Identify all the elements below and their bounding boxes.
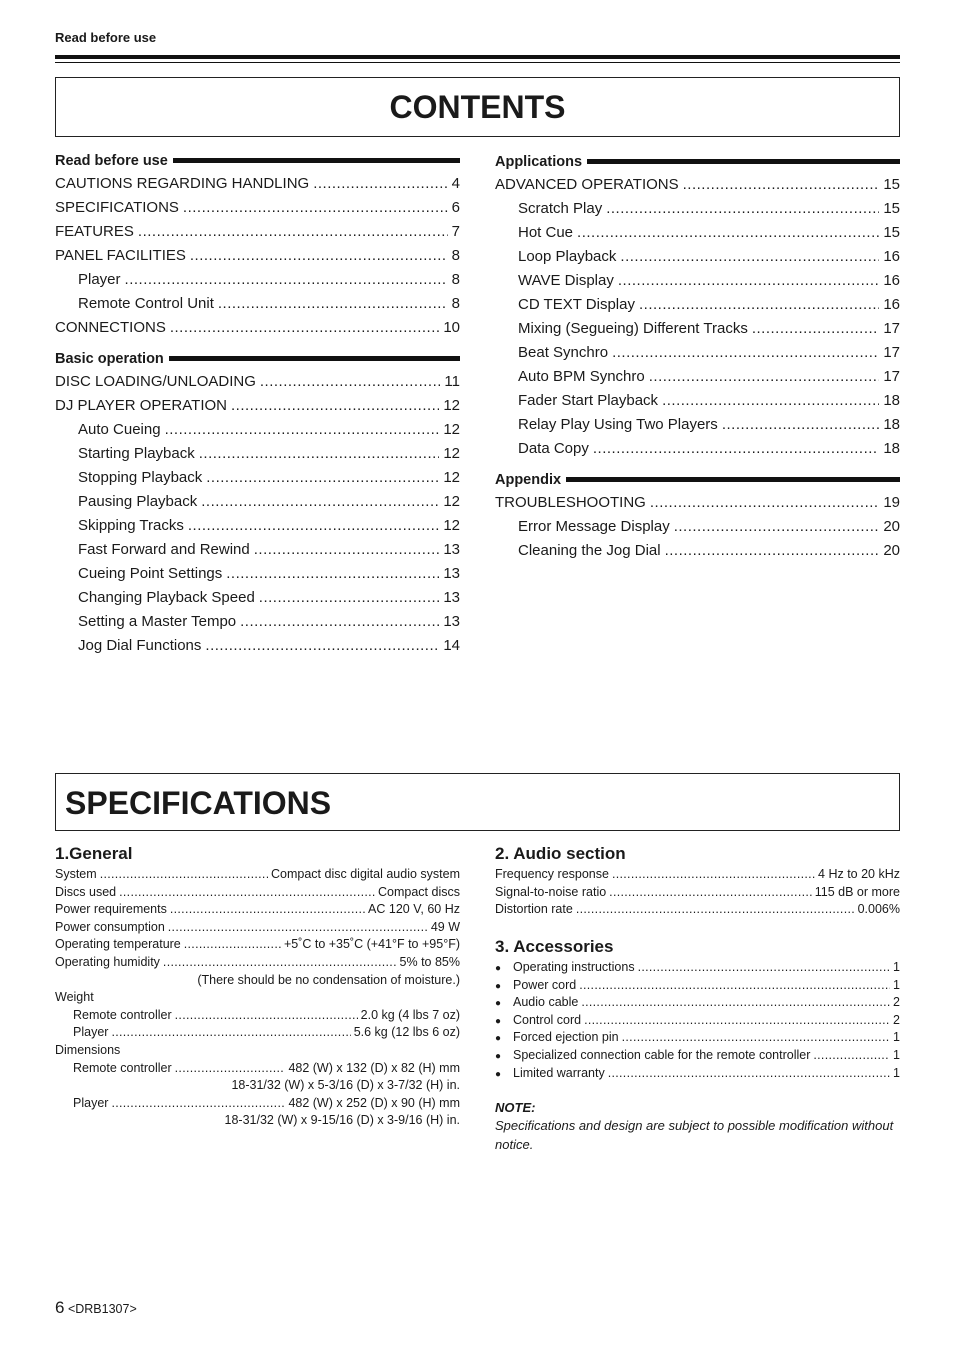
toc-entry-label: Auto BPM Synchro xyxy=(518,368,645,385)
toc-entry-label: Starting Playback xyxy=(78,445,195,462)
toc-entry-page: 16 xyxy=(883,296,900,313)
contents-title: CONTENTS xyxy=(55,77,900,137)
leader-dots xyxy=(612,866,815,884)
leader-dots xyxy=(649,365,880,389)
spec-row xyxy=(55,919,460,937)
dim-remote-row: Remote controller ..... 482 (W) x 132 (D) x 82 (H) mm xyxy=(55,1060,460,1078)
bullet-icon: ● xyxy=(495,963,502,974)
leader-dots xyxy=(581,994,890,1012)
bullet-icon: ● xyxy=(495,1033,502,1045)
leader-dots xyxy=(620,245,879,269)
toc-entry[interactable] xyxy=(495,293,900,317)
toc-entry[interactable] xyxy=(55,244,460,268)
toc-entry-page: 12 xyxy=(443,493,460,510)
leader-dots xyxy=(576,901,855,919)
toc-section-title: Basic operation xyxy=(55,350,164,367)
spec-label: Operating humidity xyxy=(55,954,160,969)
section-rule xyxy=(587,159,900,164)
toc-entry-label: Mixing (Segueing) Different Tracks xyxy=(518,320,748,337)
spec-label: System xyxy=(55,867,97,881)
toc-entry-label: WAVE Display xyxy=(518,272,614,289)
leader-dots xyxy=(259,586,440,610)
toc-entry-label: ADVANCED OPERATIONS xyxy=(495,176,679,193)
leader-dots xyxy=(190,244,448,268)
accessory-label: Audio cable xyxy=(513,995,579,1010)
leader-dots xyxy=(683,173,880,197)
leader-dots xyxy=(125,268,448,292)
running-header: Read before use xyxy=(55,30,157,45)
accessory-label: Control cord xyxy=(513,1012,582,1027)
leader-dots xyxy=(231,394,439,418)
spec-row xyxy=(55,1024,460,1042)
accessory-item xyxy=(495,1029,900,1047)
toc-entry-label: Remote Control Unit xyxy=(78,295,214,312)
toc-entry-label: Auto Cueing xyxy=(78,421,161,438)
toc-entry[interactable] xyxy=(495,437,900,461)
spec-value: +5˚C to +35˚C (+41°F to +95°F) xyxy=(283,937,460,952)
accessory-item xyxy=(495,977,900,995)
toc-entry-page: 18 xyxy=(883,416,900,433)
spec-value: 115 dB or more xyxy=(814,884,900,899)
leader-dots xyxy=(639,293,879,317)
accessory-item xyxy=(495,1047,900,1065)
spec-value: 2.0 kg (4 lbs 7 oz) xyxy=(360,1007,460,1022)
toc-entry-page: 18 xyxy=(883,440,900,457)
toc-entry-page: 12 xyxy=(443,517,460,534)
toc-section-title: Appendix xyxy=(495,471,562,488)
toc-entry-page: 14 xyxy=(443,637,460,654)
leader-dots xyxy=(813,1047,890,1065)
toc-section-heading xyxy=(55,349,460,368)
accessory-qty: 1 xyxy=(893,1030,900,1045)
spec-row xyxy=(55,884,460,902)
toc-entry-page: 4 xyxy=(451,175,460,192)
toc-entry-page: 8 xyxy=(451,295,460,312)
toc-entry-label: Pausing Playback xyxy=(78,493,198,510)
toc-entry-label: Loop Playback xyxy=(518,248,617,265)
dimensions-label: Dimensions xyxy=(55,1042,121,1057)
leader-dots xyxy=(622,1029,890,1047)
toc-entry-label: CAUTIONS REGARDING HANDLING xyxy=(55,175,310,192)
leader-dots xyxy=(119,884,375,902)
spec-value: Compact disc digital audio system xyxy=(271,867,460,881)
toc-entry-label: DISC LOADING/UNLOADING xyxy=(55,373,256,390)
toc-entry-page: 16 xyxy=(883,248,900,265)
leader-dots xyxy=(593,437,879,461)
toc-entry-page: 7 xyxy=(451,223,460,240)
toc-entry[interactable] xyxy=(55,466,460,490)
toc-entry[interactable] xyxy=(495,341,900,365)
accessory-label: Limited warranty xyxy=(513,1065,605,1080)
spec-label: Distortion rate xyxy=(495,902,573,917)
leader-dots xyxy=(579,977,890,995)
toc-entry[interactable] xyxy=(55,418,460,442)
spec-label: Power requirements xyxy=(55,902,167,917)
toc-entry-page: 6 xyxy=(451,199,460,216)
bullet-icon: ● xyxy=(495,998,502,1010)
toc-entry-page: 18 xyxy=(883,392,900,409)
toc-entry[interactable] xyxy=(55,316,460,340)
toc-section-heading xyxy=(495,152,900,171)
specifications-title: SPECIFICATIONS xyxy=(55,773,900,831)
leader-dots xyxy=(138,220,448,244)
general-heading: 1.General xyxy=(55,844,133,863)
general-specs xyxy=(55,843,460,1130)
toc-entry-label: CONNECTIONS xyxy=(55,319,166,336)
leader-dots xyxy=(163,954,397,972)
page-footer xyxy=(55,1298,137,1318)
leader-dots xyxy=(584,1012,890,1030)
leader-dots xyxy=(260,370,441,394)
accessory-qty: 2 xyxy=(893,1012,900,1027)
spec-value: Compact discs xyxy=(378,884,460,899)
leader-dots xyxy=(665,539,880,563)
toc-entry[interactable] xyxy=(55,268,460,292)
toc-entry[interactable] xyxy=(55,610,460,634)
toc-entry[interactable] xyxy=(495,491,900,515)
leader-dots xyxy=(165,418,440,442)
toc-entry-label: Fader Start Playback xyxy=(518,392,659,409)
accessory-qty: 1 xyxy=(893,960,900,974)
toc-entry-page: 13 xyxy=(443,565,460,582)
bullet-icon: ● xyxy=(495,980,502,992)
toc-entry-page: 15 xyxy=(883,176,900,193)
toc-entry[interactable] xyxy=(55,586,460,610)
header-rule-thick xyxy=(55,55,900,59)
spec-value: 0.006% xyxy=(857,902,900,917)
bullet-icon: ● xyxy=(495,1050,502,1062)
toc-entry[interactable] xyxy=(55,490,460,514)
leader-dots xyxy=(168,919,428,937)
toc-entry-label: PANEL FACILITIES xyxy=(55,247,186,264)
toc-entry[interactable] xyxy=(495,221,900,245)
leader-dots xyxy=(201,490,439,514)
toc-entry[interactable] xyxy=(55,196,460,220)
leader-dots xyxy=(254,538,440,562)
accessory-label: Forced ejection pin xyxy=(513,1030,619,1045)
toc-entry[interactable] xyxy=(495,317,900,341)
doc-code: <DRB1307> xyxy=(67,1302,137,1316)
bullet-icon: ● xyxy=(495,1068,502,1080)
leader-dots xyxy=(175,1007,358,1025)
leader-dots xyxy=(752,317,879,341)
toc-entry-label: Changing Playback Speed xyxy=(78,589,255,606)
accessory-item xyxy=(495,1065,900,1083)
accessory-item xyxy=(495,959,900,977)
toc-entry-label: Skipping Tracks xyxy=(78,517,184,534)
spec-row xyxy=(55,901,460,919)
leader-dots xyxy=(674,515,880,539)
toc-entry-page: 17 xyxy=(883,320,900,337)
toc-entry[interactable] xyxy=(495,269,900,293)
accessory-qty: 2 xyxy=(893,995,900,1010)
section-rule xyxy=(566,477,900,482)
toc-right-column xyxy=(495,152,900,563)
spec-label: Operating temperature xyxy=(55,937,181,952)
accessory-label: Specialized connection cable for the remote controller xyxy=(513,1047,811,1062)
note-text: Specifications and design are subject to possible modification without notice. xyxy=(495,1118,894,1152)
audio-specs xyxy=(495,843,900,919)
accessory-qty: 1 xyxy=(893,977,900,992)
toc-entry-label: Jog Dial Functions xyxy=(78,637,202,654)
header-rule-thin xyxy=(55,62,900,63)
toc-entry-page: 12 xyxy=(443,421,460,438)
toc-entry-page: 12 xyxy=(443,469,460,486)
toc-entry[interactable] xyxy=(55,292,460,316)
accessory-qty: 1 xyxy=(893,1047,900,1062)
toc-section-title: Applications xyxy=(495,153,583,170)
spec-row xyxy=(55,866,460,884)
dim-player-row: Player ..... 482 (W) x 252 (D) x 90 (H) mm xyxy=(55,1095,460,1113)
note-block xyxy=(495,1100,900,1154)
toc-entry-page: 20 xyxy=(883,518,900,535)
toc-entry-page: 17 xyxy=(883,368,900,385)
leader-dots xyxy=(218,292,448,316)
toc-entry-label: Data Copy xyxy=(518,440,589,457)
leader-dots xyxy=(612,341,879,365)
accessory-item xyxy=(495,994,900,1012)
spec-label: Power consumption xyxy=(55,919,165,934)
toc-entry-label: Hot Cue xyxy=(518,224,574,241)
spec-value: 5% to 85% xyxy=(399,954,460,969)
audio-heading: 2. Audio section xyxy=(495,844,626,863)
toc-entry[interactable] xyxy=(55,172,460,196)
toc-entry[interactable] xyxy=(55,442,460,466)
spec-row xyxy=(55,954,460,972)
toc-entry-page: 13 xyxy=(443,541,460,558)
toc-entry-label: DJ PLAYER OPERATION xyxy=(55,397,227,414)
toc-entry-page: 12 xyxy=(443,445,460,462)
toc-entry-label: Beat Synchro xyxy=(518,344,609,361)
toc-entry[interactable] xyxy=(495,539,900,563)
toc-entry-page: 13 xyxy=(443,613,460,630)
toc-entry[interactable] xyxy=(495,515,900,539)
toc-entry-label: Relay Play Using Two Players xyxy=(518,416,718,433)
toc-section-heading xyxy=(55,151,460,170)
spec-value: 49 W xyxy=(430,919,460,934)
toc-entry-page: 8 xyxy=(451,271,460,288)
toc-entry[interactable] xyxy=(55,220,460,244)
toc-entry[interactable] xyxy=(55,514,460,538)
toc-entry-label: Error Message Display xyxy=(518,518,670,535)
toc-entry-label: SPECIFICATIONS xyxy=(55,199,179,216)
spec-row xyxy=(495,884,900,902)
spec-row xyxy=(55,1007,460,1025)
leader-dots xyxy=(170,901,365,919)
leader-dots xyxy=(240,610,439,634)
spec-label: Signal-to-noise ratio xyxy=(495,884,607,899)
toc-entry-page: 12 xyxy=(443,397,460,414)
toc-left-column xyxy=(55,151,460,658)
toc-entry-label: Cleaning the Jog Dial xyxy=(518,542,661,559)
toc-entry[interactable] xyxy=(55,370,460,394)
leader-dots xyxy=(313,172,447,196)
weight-label: Weight xyxy=(55,990,94,1005)
toc-entry-page: 17 xyxy=(883,344,900,361)
humidity-note: (There should be no condensation of moisture.) xyxy=(197,972,460,987)
toc-section-heading xyxy=(495,470,900,489)
spec-label: Player xyxy=(73,1025,109,1040)
leader-dots xyxy=(722,413,880,437)
toc-entry[interactable] xyxy=(495,365,900,389)
toc-entry[interactable] xyxy=(495,173,900,197)
toc-entry-label: Cueing Point Settings xyxy=(78,565,223,582)
toc-entry[interactable] xyxy=(495,197,900,221)
toc-entry-label: Scratch Play xyxy=(518,200,603,217)
leader-dots xyxy=(638,959,890,977)
spec-row xyxy=(495,901,900,919)
spec-row xyxy=(55,936,460,954)
spec-value: AC 120 V, 60 Hz xyxy=(368,902,460,917)
leader-dots xyxy=(170,316,439,340)
toc-entry[interactable] xyxy=(495,413,900,437)
leader-dots xyxy=(650,491,879,515)
section-rule xyxy=(169,356,460,361)
section-rule xyxy=(173,158,460,163)
spec-label: Frequency response xyxy=(495,867,609,881)
dim-remote-inches: 18-31/32 (W) x 5-3/16 (D) x 3-7/32 (H) in. xyxy=(231,1078,460,1093)
leader-dots xyxy=(662,389,879,413)
toc-entry-page: 16 xyxy=(883,272,900,289)
page-number: 6 xyxy=(55,1298,65,1317)
accessory-qty: 1 xyxy=(893,1065,900,1080)
toc-entry-page: 15 xyxy=(883,224,900,241)
toc-entry[interactable] xyxy=(55,634,460,658)
leader-dots xyxy=(606,197,879,221)
toc-entry[interactable] xyxy=(495,245,900,269)
toc-entry-label: Player xyxy=(78,271,121,288)
toc-entry-page: 10 xyxy=(443,319,460,336)
leader-dots xyxy=(183,196,448,220)
toc-entry[interactable] xyxy=(55,394,460,418)
spec-row xyxy=(495,866,900,884)
accessory-label: Operating instructions xyxy=(513,960,635,974)
toc-entry-page: 13 xyxy=(443,589,460,606)
accessory-label: Power cord xyxy=(513,977,577,992)
toc-entry-label: Fast Forward and Rewind xyxy=(78,541,250,558)
toc-entry-page: 20 xyxy=(883,542,900,559)
toc-entry-label: FEATURES xyxy=(55,223,134,240)
accessories xyxy=(495,936,900,1082)
leader-dots xyxy=(111,1024,350,1042)
spec-label: Discs used xyxy=(55,884,117,899)
leader-dots xyxy=(608,1065,890,1083)
accessories-heading: 3. Accessories xyxy=(495,937,614,956)
leader-dots xyxy=(577,221,879,245)
bullet-icon: ● xyxy=(495,1015,502,1027)
spec-value: 5.6 kg (12 lbs 6 oz) xyxy=(353,1025,460,1040)
spec-label: Remote controller xyxy=(73,1007,172,1022)
accessory-item xyxy=(495,1012,900,1030)
leader-dots xyxy=(226,562,439,586)
leader-dots xyxy=(188,514,439,538)
toc-entry[interactable] xyxy=(55,562,460,586)
toc-entry-page: 11 xyxy=(444,373,460,390)
dim-player-inches: 18-31/32 (W) x 9-15/16 (D) x 3-9/16 (H) in. xyxy=(224,1113,460,1128)
leader-dots xyxy=(206,466,439,490)
toc-entry-label: TROUBLESHOOTING xyxy=(495,494,646,511)
leader-dots xyxy=(184,936,281,954)
toc-entry-label: Setting a Master Tempo xyxy=(78,613,237,630)
toc-entry-page: 8 xyxy=(451,247,460,264)
leader-dots xyxy=(205,634,439,658)
toc-entry-label: CD TEXT Display xyxy=(518,296,635,313)
leader-dots xyxy=(618,269,879,293)
toc-entry[interactable] xyxy=(55,538,460,562)
leader-dots xyxy=(609,884,812,902)
toc-entry-label: Stopping Playback xyxy=(78,469,203,486)
toc-section-title: Read before use xyxy=(55,152,168,169)
leader-dots xyxy=(100,866,268,884)
note-heading: NOTE: xyxy=(495,1100,536,1115)
leader-dots xyxy=(199,442,440,466)
toc-entry-page: 19 xyxy=(883,494,900,511)
spec-value: 4 Hz to 20 kHz xyxy=(818,867,900,881)
toc-entry[interactable] xyxy=(495,389,900,413)
toc-entry-page: 15 xyxy=(883,200,900,217)
